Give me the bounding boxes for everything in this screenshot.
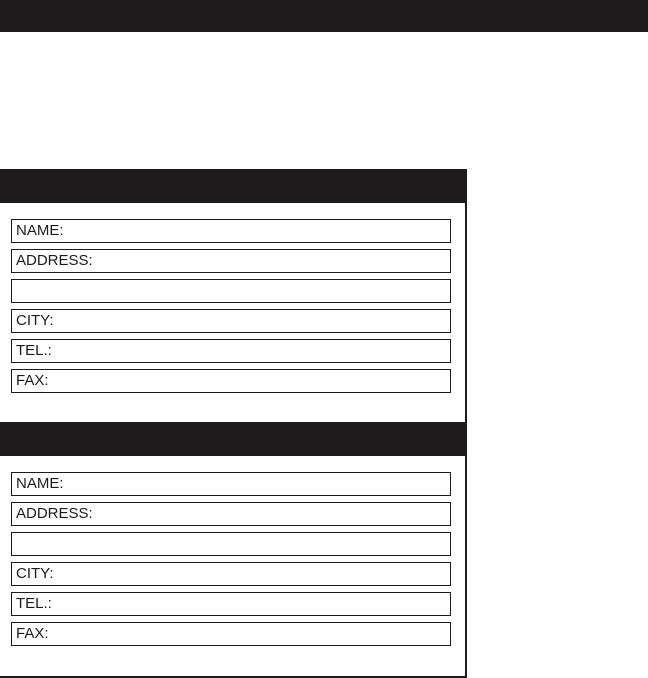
fax-field[interactable] <box>11 622 451 646</box>
city-field[interactable] <box>11 309 451 333</box>
field-list <box>11 219 451 399</box>
city-label: CITY: <box>16 312 54 329</box>
field-list <box>11 472 451 652</box>
address-field[interactable] <box>11 502 451 526</box>
name-field[interactable] <box>11 219 451 243</box>
name-field[interactable] <box>11 472 451 496</box>
address-label: ADDRESS: <box>16 505 93 522</box>
name-label: NAME: <box>16 222 64 239</box>
address-line-2-field[interactable] <box>11 532 451 556</box>
tel-label: TEL.: <box>16 342 52 359</box>
city-field[interactable] <box>11 562 451 586</box>
fax-label: FAX: <box>16 625 49 642</box>
contact-form-section-2 <box>0 422 467 678</box>
fax-field[interactable] <box>11 369 451 393</box>
section-header-bar <box>0 422 465 456</box>
tel-field[interactable] <box>11 339 451 363</box>
tel-field[interactable] <box>11 592 451 616</box>
top-banner-bar <box>0 0 648 32</box>
contact-form-section-1 <box>0 169 467 424</box>
section-header-bar <box>0 169 465 203</box>
address-line-2-field[interactable] <box>11 279 451 303</box>
tel-label: TEL.: <box>16 595 52 612</box>
address-label: ADDRESS: <box>16 252 93 269</box>
city-label: CITY: <box>16 565 54 582</box>
fax-label: FAX: <box>16 372 49 389</box>
address-field[interactable] <box>11 249 451 273</box>
name-label: NAME: <box>16 475 64 492</box>
